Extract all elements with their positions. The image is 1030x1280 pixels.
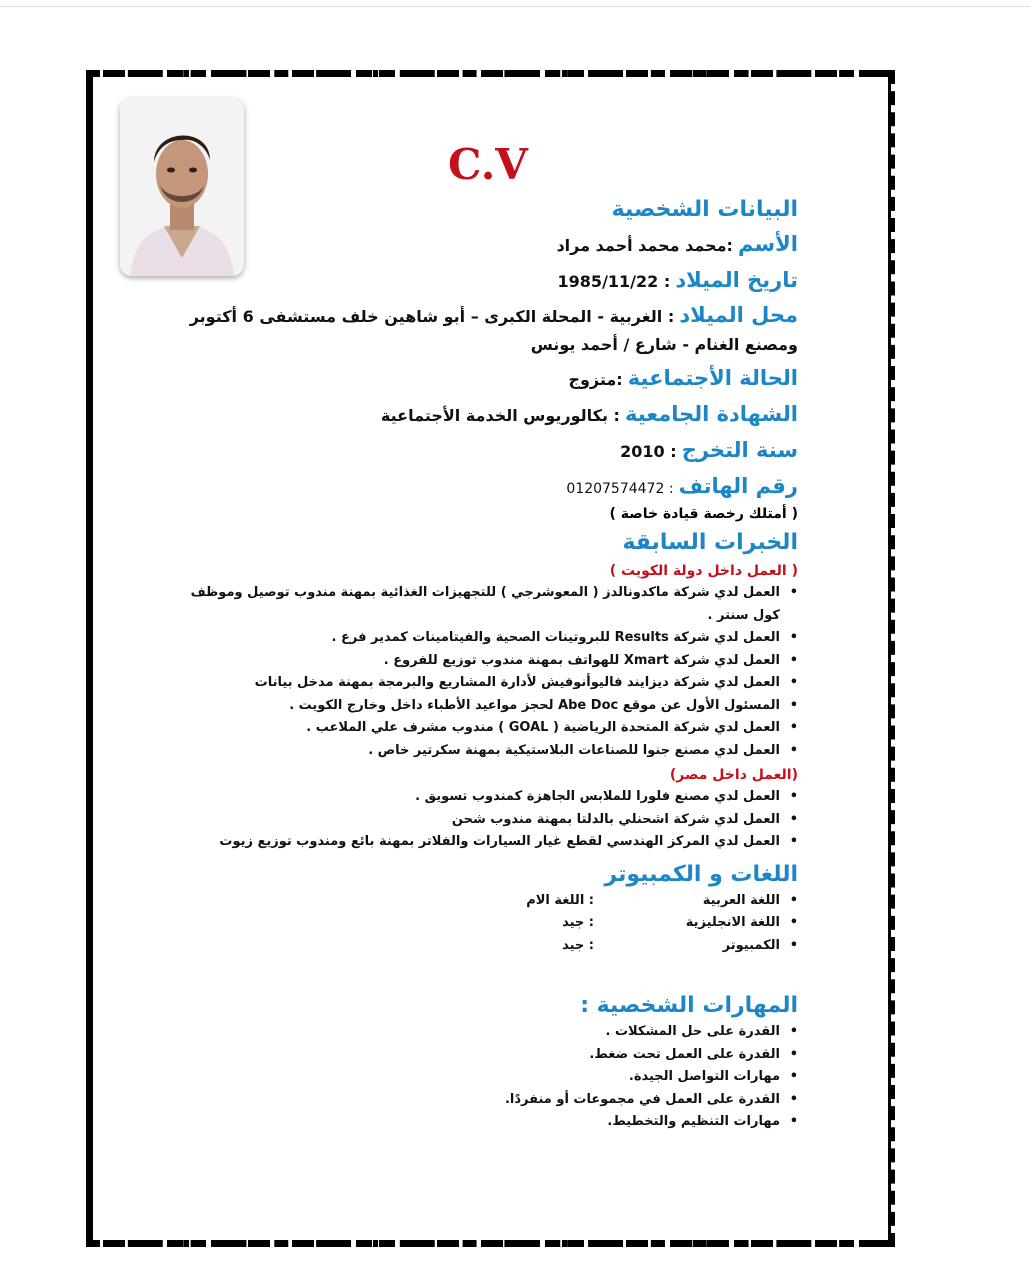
kuwait-list: [178, 582, 798, 762]
name-value: :محمد محمد أحمد مراد: [556, 236, 733, 255]
pob-value-line2: ومصنع الغنام - شارع / أحمد يونس: [530, 335, 798, 354]
list-item: • القدرة على حل المشكلات .: [178, 1021, 780, 1044]
list-item: • مهارات التواصل الجيدة.: [178, 1066, 780, 1089]
name-label: الأسم: [738, 232, 798, 256]
cv-content: [178, 195, 798, 1134]
marital-label: الحالة الأجتماعية: [627, 366, 798, 390]
list-item: [178, 912, 780, 935]
list-item: • مهارات التنظيم والتخطيط.: [178, 1111, 780, 1134]
list-item: • العمل لدي مصنع فلورا للملابس الجاهزة كمندوب تسويق .: [178, 786, 780, 809]
marital-row: [178, 363, 798, 395]
list-item: • العمل لدي شركة Results للبروتينات الصحية والفيتامينات كمدير فرع .: [178, 627, 780, 650]
license-note: ( أمتلك رخصة قيادة خاصة ): [609, 506, 798, 522]
kuwait-label: ( العمل داخل دولة الكويت ): [609, 563, 798, 579]
phone-row: [178, 471, 798, 504]
dob-value: : 1985/11/22: [557, 272, 671, 291]
list-item: • العمل لدي شركة ماكدونالدز ( المعوشرجي ) للتجهيزات الغذائية بمهنة مندوب توصيل وموظف كول سنتر .: [178, 582, 780, 627]
language-level: : جيد: [562, 937, 594, 953]
grad-value: : 2010: [620, 442, 677, 461]
list-item: • العمل لدي شركة اشحنلي بالدلتا بمهنة مندوب شحن: [178, 809, 780, 832]
cv-title: C.V: [448, 140, 528, 189]
language-level: : جيد: [562, 915, 594, 930]
list-item: [178, 935, 780, 958]
experience-header: الخبرات السابقة: [622, 530, 798, 555]
egypt-list: [178, 786, 798, 854]
name-row: [178, 229, 798, 261]
list-item: • القدرة على العمل في مجموعات أو منفردًا.: [178, 1089, 780, 1112]
language-name: • الكمبيوتر: [722, 937, 780, 953]
language-name: • اللغة العربية: [702, 892, 780, 908]
list-item: • العمل لدي مصنع جنوا للصناعات البلاستيكية بمهنة سكرتير خاص .: [178, 740, 780, 763]
list-item: • العمل لدي شركة ديزايند فاليوأنوفيش لأدارة المشاريع والبرمجة بمهنة مدخل بيانات: [178, 672, 780, 695]
degree-value: : بكالوريوس الخدمة الأجتماعية: [380, 406, 620, 425]
list-item: • العمل لدي شركة المتحدة الرياضية ( GOAL ) مندوب مشرف علي الملاعب .: [178, 717, 780, 740]
dob-row: [178, 265, 798, 297]
skills-list: [178, 1021, 798, 1134]
phone-label: رقم الهاتف: [678, 474, 798, 498]
grad-row: [178, 435, 798, 467]
list-item: [178, 890, 780, 913]
list-item: • العمل لدي شركة Xmart للهواتف بمهنة مندوب توزيع للفروع .: [178, 650, 780, 673]
list-item: • العمل لدي المركز الهندسي لقطع غيار السيارات والفلاتر بمهنة بائع ومندوب توزيع زيوت: [178, 831, 780, 854]
grad-label: سنة التخرج: [681, 438, 798, 462]
dob-label: تاريخ الميلاد: [675, 268, 798, 292]
languages-header: اللغات و الكمبيوتر: [604, 861, 798, 887]
degree-label: الشهادة الجامعية: [625, 402, 798, 426]
pob-row: [178, 301, 798, 359]
languages-list: [178, 890, 798, 958]
list-item: • القدرة على العمل تحت ضغط.: [178, 1044, 780, 1067]
phone-value: : 01207574472: [566, 481, 674, 497]
degree-row: [178, 399, 798, 431]
skills-header: المهارات الشخصية :: [580, 993, 798, 1018]
pob-label: محل الميلاد: [679, 303, 798, 327]
egypt-label: (العمل داخل مصر): [669, 767, 798, 783]
language-level: : اللغة الام: [526, 892, 594, 908]
top-divider: [0, 6, 1030, 7]
list-item: • المسئول الأول عن موقع Abe Doc لحجز مواعيد الأطباء داخل وخارج الكويت .: [178, 695, 780, 718]
marital-value: :متزوج: [568, 370, 623, 389]
language-name: • اللغة الانجليزية: [685, 915, 780, 930]
pob-value: : الغربية - المحلة الكبرى – أبو شاهين خلف مستشفى 6 أكتوبر: [189, 307, 675, 326]
personal-header: البيانات الشخصية: [611, 197, 798, 222]
